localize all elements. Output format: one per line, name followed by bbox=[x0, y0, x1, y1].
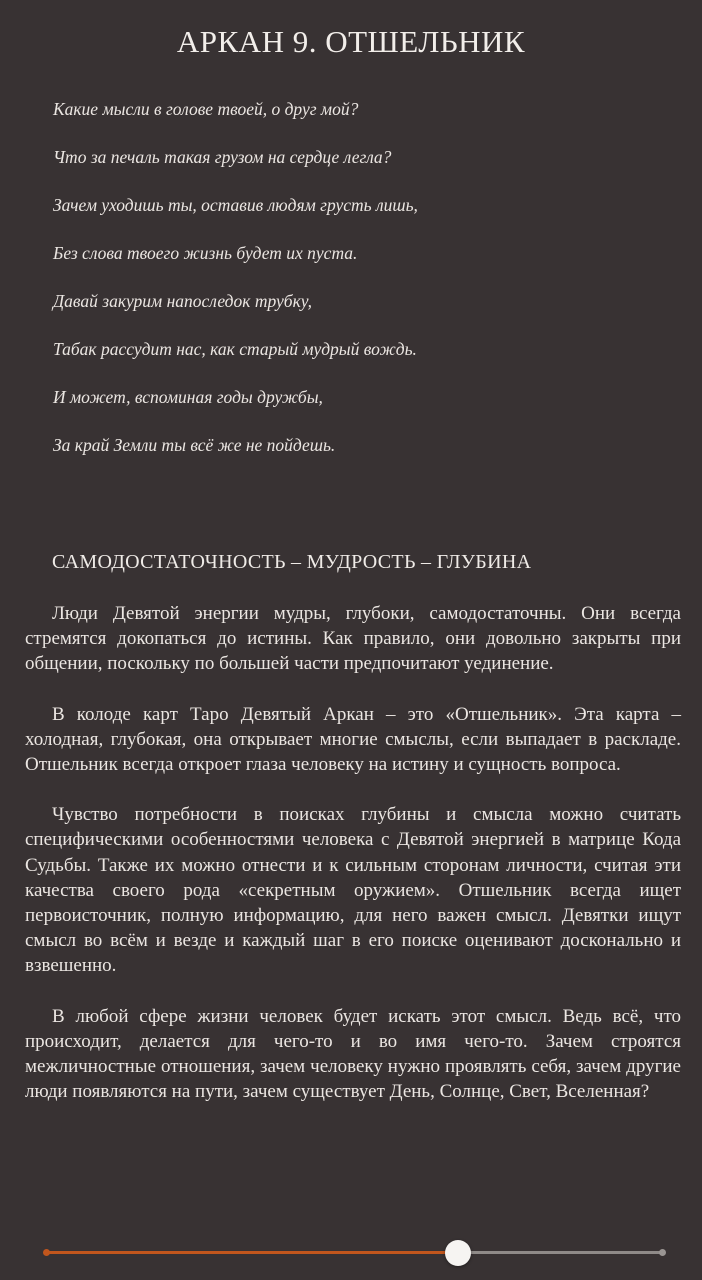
poem-line: И может, вспоминая годы дружбы, bbox=[53, 387, 323, 407]
slider-thumb[interactable] bbox=[445, 1240, 471, 1266]
article-body bbox=[25, 601, 681, 1129]
paragraph: Чувство потребности в поисках глубины и смысла можно считать специфическими особенностями человека с Девятой энергией в матрице Кода Судьбы. Также их можно отнести и к сильным сторонам личности, считая эти качества своего рода «секретным оружием». Отшельник всегда ищет первоисточник, полную информацию, для него важен смысл. Девятки ищут смысл во всём и везде и каждый шаг в его поиске оценивают досконально и взвешенно. bbox=[25, 804, 681, 977]
poem bbox=[53, 92, 673, 476]
reading-progress-slider[interactable] bbox=[46, 1240, 663, 1266]
poem-line: Без слова твоего жизнь будет их пуста. bbox=[53, 243, 358, 263]
poem-line: Какие мысли в голове твоей, о друг мой? bbox=[53, 99, 359, 119]
paragraph: В колоде карт Таро Девятый Аркан – это «Отшельник». Эта карта – холодная, глубокая, она открывает многие смыслы, если выпадает в раскладе. Отшельник всегда откроет глаза человеку на истину и сущность вопроса. bbox=[25, 703, 681, 776]
poem-line: За край Земли ты всё же не пойдешь. bbox=[53, 435, 336, 455]
poem-line: Зачем уходишь ты, оставив людям грусть лишь, bbox=[53, 195, 418, 215]
slider-fill bbox=[46, 1251, 458, 1254]
slider-start-dot bbox=[43, 1249, 50, 1256]
poem-line: Табак рассудит нас, как старый мудрый вождь. bbox=[53, 339, 417, 359]
poem-line: Что за печаль такая грузом на сердце легла? bbox=[53, 147, 392, 167]
poem-line: Давай закурим напоследок трубку, bbox=[53, 291, 313, 311]
paragraph: Люди Девятой энергии мудры, глубоки, самодостаточны. Они всегда стремятся докопаться до истины. Как правило, они довольно закрыты при общении, поскольку по большей части предпочитают уединение. bbox=[25, 603, 681, 675]
slider-end-dot bbox=[659, 1249, 666, 1256]
section-heading: САМОДОСТАТОЧНОСТЬ – МУДРОСТЬ – ГЛУБИНА bbox=[52, 551, 532, 573]
paragraph: В любой сфере жизни человек будет искать этот смысл. Ведь всё, что происходит, делается для чего-то и во имя чего-то. Зачем строятся межличностные отношения, зачем человеку нужно проявлять себя, зачем другие люди появляются на пути, зачем существует День, Солнце, Свет, Вселенная? bbox=[25, 1005, 681, 1103]
page-title: АРКАН 9. ОТШЕЛЬНИК bbox=[176, 24, 526, 59]
